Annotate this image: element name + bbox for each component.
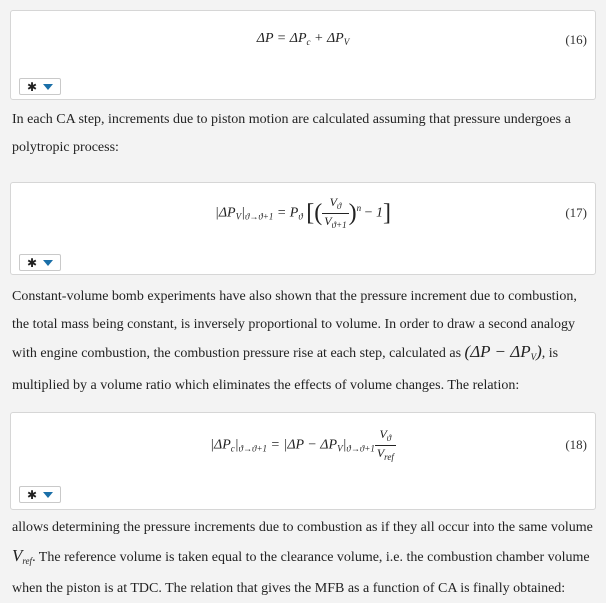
equation-menu-button-18[interactable]: [19, 486, 61, 503]
paragraph-2-text-after: , is multiplied by a volume ratio which eliminates the effects of volume changes. The relation:: [12, 346, 559, 393]
paragraph-3-text-before: allows determining the pressure increments due to combustion as if they all occur into the same volume: [12, 520, 593, 535]
inline-math-v-ref: $V_{ref}$: [12, 545, 33, 566]
gear-icon: ✱: [26, 79, 38, 94]
equation-number-17: (17): [565, 205, 587, 220]
equation-menu-button-17[interactable]: [19, 254, 61, 271]
paragraph-1: In each CA step, increments due to piston motion are calculated assuming that pressure undergoes a polytropic process:: [12, 112, 571, 155]
equation-18: $|\Delta P_c|_{ϑ\to ϑ+1} = |\Delta P - \Delta P_V|_{ϑ\to ϑ+1}$ $\frac{V_ϑ}{V_{ref}}$: [210, 427, 394, 462]
equation-box-18: [10, 412, 596, 510]
equation-box-16: [10, 10, 596, 100]
gear-icon: ✱: [26, 487, 38, 502]
paragraph-2: [12, 283, 596, 399]
chevron-down-icon: [43, 84, 53, 90]
equation-box-17: [10, 182, 596, 275]
equation-16: $\Delta P = \Delta P_c + \Delta P_V$: [256, 31, 350, 47]
paragraph-2-text-before: Constant-volume bomb experiments have also shown that the pressure increment due to combustion, the total mass being constant, is inversely proportional to volume. In order to draw a second analogy with engine combustion, the combustion pressure rise at each step, calculated as: [12, 289, 577, 361]
inline-math-delta-p: $(\Delta P - \Delta P_V)$: [464, 342, 542, 362]
gear-icon: ✱: [26, 255, 38, 270]
paragraph-3: [12, 514, 596, 603]
equation-number-18: (18): [565, 437, 587, 452]
chevron-down-icon: [43, 260, 53, 266]
equation-menu-button-16[interactable]: [19, 78, 61, 95]
equation-number-16: (16): [565, 32, 587, 47]
chevron-down-icon: [43, 492, 53, 498]
equation-17: $|\Delta P_V|_{ϑ\to ϑ+1} = P_ϑ$ [( $\frac{V_ϑ}{V_{ϑ+1}}$ )$^n$ − 1]: [214, 195, 392, 230]
paragraph-3-text-after: . The reference volume is taken equal to the clearance volume, i.e. the combustion chamber volume when the piston is at TDC. The relation that gives the MFB as a function of CA is finally obtained:: [12, 549, 590, 596]
